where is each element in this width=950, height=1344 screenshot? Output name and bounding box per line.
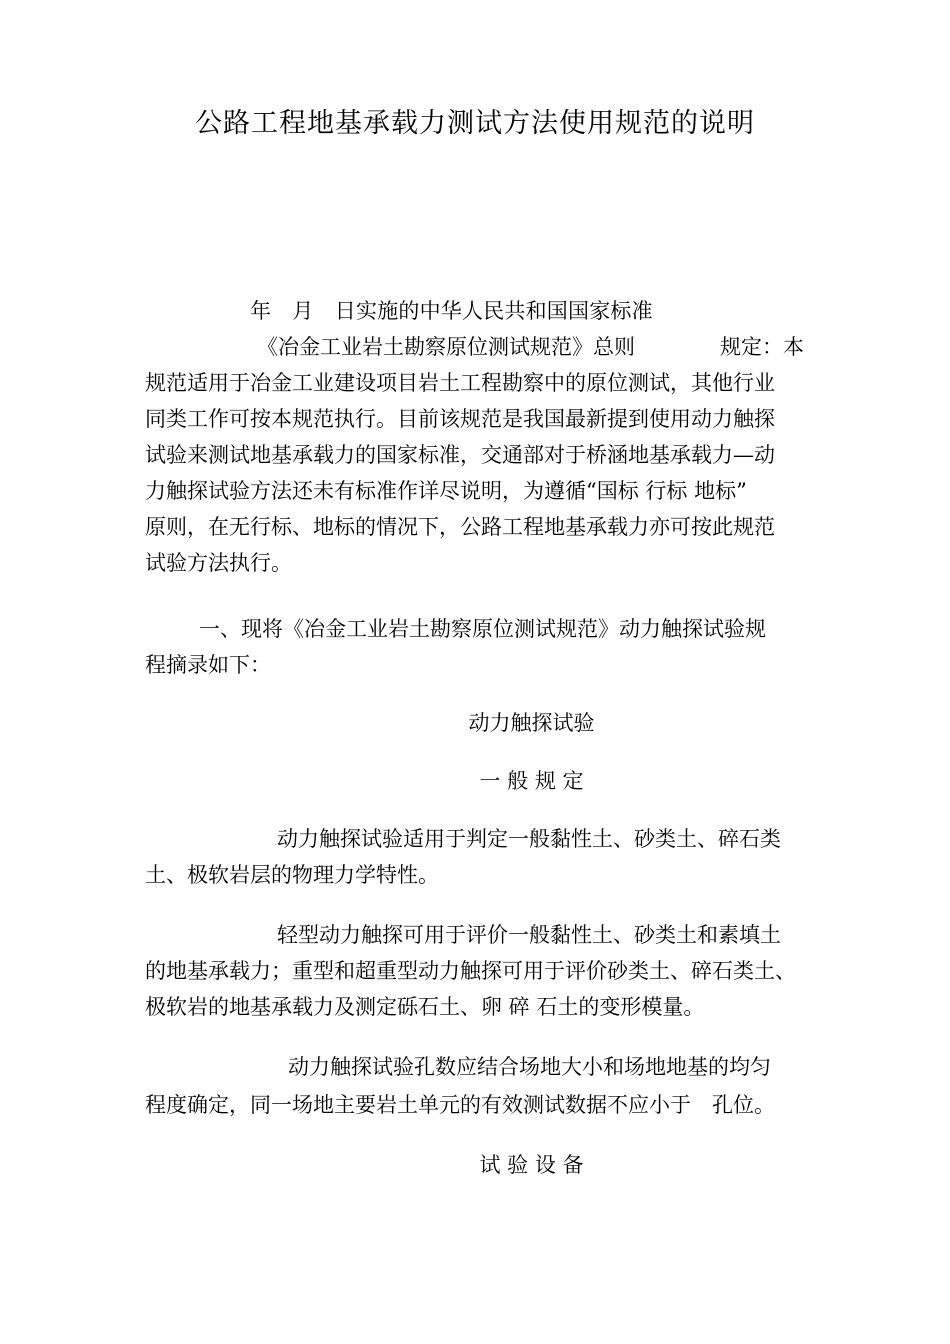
intro-line: 规范适用于冶金工业建设项目岩土工程勘察中的原位测试，其他行业 [145, 371, 775, 395]
holes-line: 动力触探试验孔数应结合场地大小和场地地基的均匀 [288, 1055, 771, 1079]
standard-name: 《冶金工业岩土勘察原位测试规范》总则 [257, 335, 635, 359]
intro-line: 试验来测试地基承载力的国家标准，交通部对于桥涵地基承载力—动 [145, 443, 775, 467]
intro-line: 试验方法执行。 [145, 551, 292, 575]
heading-test-equipment: 试 验 设 备 [479, 1153, 584, 1177]
date-line: 年 月 日实施的中华人民共和国国家标准 [250, 299, 653, 323]
types-line: 的地基承载力；重型和超重型动力触探可用于评价砂类土、碎石类土、 [145, 959, 796, 983]
types-line: 轻型动力触探可用于评价一般黏性土、砂类土和素填土 [277, 923, 781, 947]
intro-line: 原则，在无行标、地标的情况下，公路工程地基承载力亦可按此规范 [145, 515, 775, 539]
intro-line: 力触探试验方法还未有标准作详尽说明，为遵循“国标 行标 地标” [145, 479, 747, 503]
rule-label: 规定：本 [720, 335, 804, 359]
heading-dynamic-penetration-test: 动力触探试验 [468, 711, 595, 735]
applicability-line: 动力触探试验适用于判定一般黏性土、砂类土、碎石类 [277, 827, 781, 851]
heading-general-provisions: 一 般 规 定 [479, 769, 584, 793]
types-line: 极软岩的地基承载力及测定砾石土、卵 碎 石土的变形模量。 [145, 995, 705, 1019]
section-one-line: 程摘录如下： [145, 653, 271, 677]
applicability-line: 土、极软岩层的物理力学特性。 [145, 863, 439, 887]
section-one-line: 一、现将《冶金工业岩土勘察原位测试规范》动力触探试验规 [199, 617, 766, 641]
intro-line: 同类工作可按本规范执行。目前该规范是我国最新提到使用动力触探 [145, 407, 775, 431]
holes-line: 程度确定，同一场地主要岩土单元的有效测试数据不应小于 孔位。 [145, 1093, 775, 1117]
document-title: 公路工程地基承载力测试方法使用规范的说明 [195, 108, 755, 139]
